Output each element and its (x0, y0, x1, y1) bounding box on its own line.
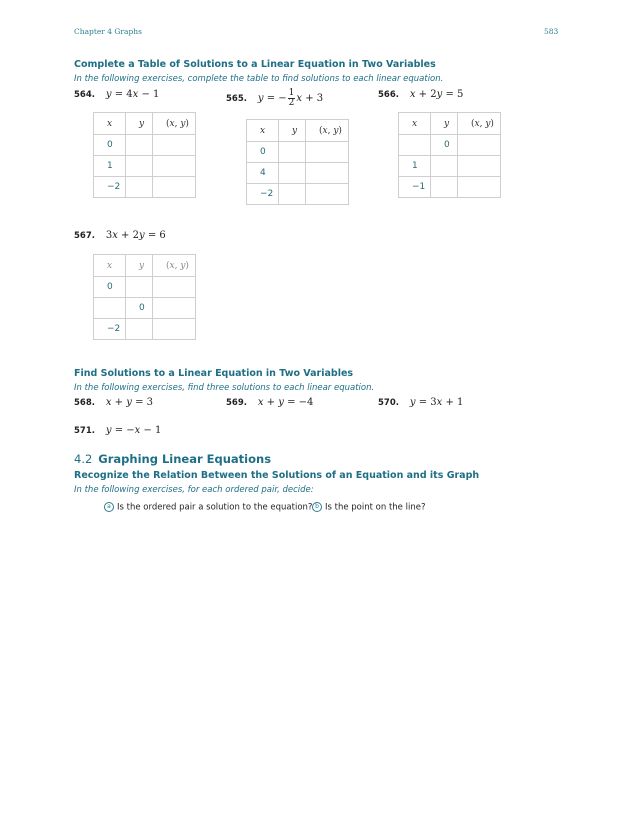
table-cell-y[interactable] (431, 156, 458, 177)
table-cell-pair[interactable] (153, 277, 196, 298)
table-cell-pair[interactable] (458, 156, 501, 177)
exercise-567 (74, 230, 166, 241)
exercise-566 (378, 89, 463, 100)
table-row (94, 135, 196, 156)
question-b-text: Is the point on the line? (325, 502, 426, 513)
exercise-number: 567. (74, 231, 95, 241)
table-cell-y[interactable] (431, 177, 458, 198)
table-cell-y[interactable] (279, 142, 306, 163)
table-cell-x: 0 (247, 142, 279, 163)
table-cell-y[interactable] (126, 277, 153, 298)
column-header-y: y (126, 255, 153, 277)
table-cell-pair[interactable] (153, 156, 196, 177)
section-instruction-ordered-pair: In the following exercises, for each ordered pair, decide: (74, 485, 314, 495)
fraction-one-half: $\frac{1}{2}$ (288, 88, 295, 108)
question-a (104, 502, 312, 513)
table-cell-x: 1 (94, 156, 126, 177)
table-row (94, 277, 196, 298)
table-cell-x: −2 (94, 319, 126, 340)
table-cell-y[interactable] (279, 163, 306, 184)
question-a-text: Is the ordered pair a solution to the equation? (117, 502, 313, 513)
column-header-x: x (247, 120, 279, 142)
table-row (247, 184, 349, 205)
solution-table-564 (93, 112, 196, 198)
exercise-568 (74, 397, 153, 408)
column-header-x: x (94, 255, 126, 277)
table-cell-x[interactable] (94, 298, 126, 319)
table-cell-y[interactable] (126, 177, 153, 198)
solution-table-566 (398, 112, 501, 198)
exercise-570 (378, 397, 463, 408)
column-header-y: y (126, 113, 153, 135)
table-cell-y: 0 (126, 298, 153, 319)
table-cell-pair[interactable] (153, 135, 196, 156)
solution-table-567 (93, 254, 196, 340)
table-cell-pair[interactable] (458, 135, 501, 156)
table-cell-x: −1 (399, 177, 431, 198)
equation: x + y = −4 (257, 397, 314, 408)
exercise-number: 568. (74, 398, 95, 408)
table-cell-pair[interactable] (306, 142, 349, 163)
solution-table-565 (246, 119, 349, 205)
column-header-ordered-pair: (x, y) (306, 120, 349, 142)
table-cell-x: 0 (94, 135, 126, 156)
equation: x + y = 3 (105, 397, 154, 408)
exercise-569 (226, 397, 313, 408)
equation: y = −x − 1 (105, 425, 162, 436)
exercise-565 (226, 89, 323, 108)
table-row (94, 177, 196, 198)
section-instruction-find-solutions: In the following exercises, find three solutions to each linear equation. (74, 383, 375, 393)
section-heading-graphing-linear-equations (74, 452, 271, 466)
section-heading-text: Graphing Linear Equations (98, 452, 272, 466)
circle-b-icon: b (312, 502, 322, 512)
section-number: 4.2 (74, 452, 93, 466)
column-header-x: x (94, 113, 126, 135)
section-title-find-solutions: Find Solutions to a Linear Equation in Two Variables (74, 368, 354, 379)
column-header-ordered-pair: (x, y) (458, 113, 501, 135)
table-cell-pair[interactable] (153, 298, 196, 319)
equation: y = 3x + 1 (409, 397, 464, 408)
table-cell-y[interactable] (279, 184, 306, 205)
table-cell-y[interactable] (126, 156, 153, 177)
question-b (312, 502, 425, 513)
table-cell-x: 0 (94, 277, 126, 298)
table-row (399, 135, 501, 156)
exercise-number: 569. (226, 398, 247, 408)
table-cell-x[interactable] (399, 135, 431, 156)
circle-a-icon: a (104, 502, 114, 512)
table-cell-pair[interactable] (153, 319, 196, 340)
table-cell-x: 4 (247, 163, 279, 184)
table-row (247, 163, 349, 184)
column-header-y: y (279, 120, 306, 142)
exercise-number: 564. (74, 90, 95, 100)
table-cell-y: 0 (431, 135, 458, 156)
running-head-page-number: 583 (544, 27, 559, 36)
column-header-y: y (431, 113, 458, 135)
table-cell-pair[interactable] (306, 163, 349, 184)
equation: x + 2y = 5 (409, 89, 464, 100)
section-title-complete-table: Complete a Table of Solutions to a Linear Equation in Two Variables (74, 59, 436, 70)
equation: 3x + 2y = 6 (105, 230, 166, 241)
table-row (94, 156, 196, 177)
exercise-number: 565. (226, 94, 247, 104)
table-cell-x: −2 (247, 184, 279, 205)
column-header-ordered-pair: (x, y) (153, 255, 196, 277)
section-instruction-complete-table: In the following exercises, complete the table to find solutions to each linear equation. (74, 74, 444, 84)
exercise-number: 570. (378, 398, 399, 408)
table-row (399, 156, 501, 177)
running-head-chapter: Chapter 4 Graphs (74, 27, 142, 36)
table-cell-pair[interactable] (458, 177, 501, 198)
column-header-ordered-pair: (x, y) (153, 113, 196, 135)
table-row (247, 142, 349, 163)
subsection-title-recognize-relation: Recognize the Relation Between the Solutions of an Equation and its Graph (74, 470, 480, 481)
table-row (94, 319, 196, 340)
column-header-x: x (399, 113, 431, 135)
exercise-number: 571. (74, 426, 95, 436)
table-cell-y[interactable] (126, 319, 153, 340)
equation: y = − $\frac{1}{2}$ x + 3 (257, 88, 324, 108)
table-cell-x: 1 (399, 156, 431, 177)
table-cell-x: −2 (94, 177, 126, 198)
table-cell-pair[interactable] (153, 177, 196, 198)
exercise-number: 566. (378, 90, 399, 100)
table-cell-y[interactable] (126, 135, 153, 156)
equation: y = 4x − 1 (105, 89, 160, 100)
table-row (399, 177, 501, 198)
exercise-571 (74, 425, 161, 436)
exercise-564 (74, 89, 159, 100)
table-row (94, 298, 196, 319)
table-cell-pair[interactable] (306, 184, 349, 205)
